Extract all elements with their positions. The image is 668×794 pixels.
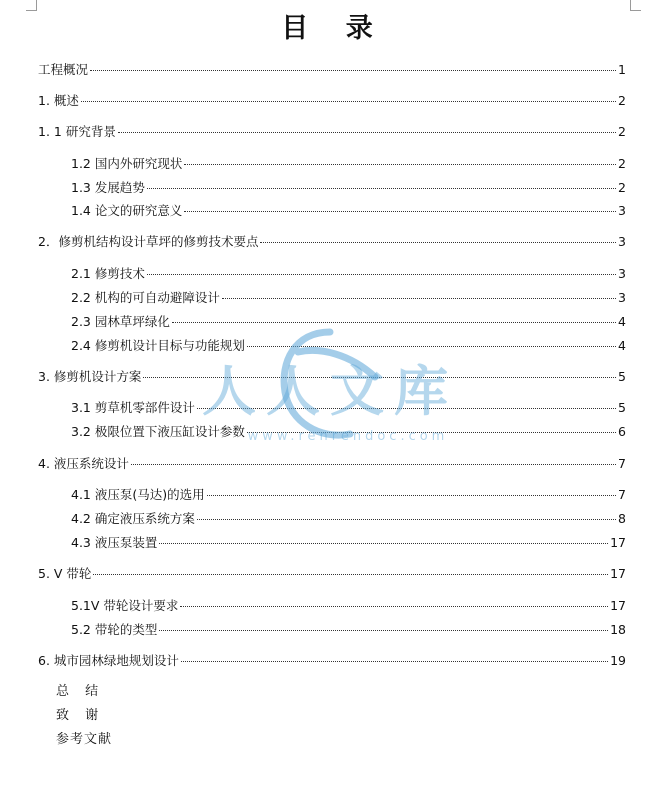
toc-entry-label: 6. 城市园林绿地规划设计: [38, 653, 179, 668]
toc-leader-dots: [147, 274, 616, 275]
toc-entry[interactable]: [38, 233, 626, 251]
toc-leader-dots: [197, 519, 616, 520]
toc-entry-page: 5: [618, 400, 626, 415]
toc-entry-page: 5: [618, 369, 626, 384]
toc-leader-dots: [159, 630, 608, 631]
toc-leader-dots: [260, 242, 616, 243]
toc-entry-page: 3: [618, 290, 626, 305]
toc-subentry[interactable]: [71, 265, 626, 283]
toc-entry-label: 1.3 发展趋势: [71, 180, 145, 195]
toc-entry[interactable]: [38, 565, 626, 583]
acknowledgements-heading[interactable]: 致 谢: [56, 708, 105, 723]
toc-leader-dots: [159, 543, 608, 544]
toc-entry-label: 1.2 国内外研究现状: [71, 156, 183, 171]
toc-entry-label: 2．修剪机结构设计草坪的修剪技术要点: [38, 234, 259, 249]
toc-leader-dots: [81, 101, 616, 102]
toc-subentry[interactable]: [71, 289, 626, 307]
toc-entry-page: 2: [618, 156, 626, 171]
toc-subentry[interactable]: [71, 486, 626, 504]
toc-entry-page: 3: [618, 234, 626, 249]
toc-leader-dots: [180, 606, 608, 607]
toc-entry-page: 17: [610, 535, 626, 550]
toc-entry[interactable]: [38, 92, 626, 110]
toc-subentry[interactable]: [71, 621, 626, 639]
toc-entry-page: 18: [610, 622, 626, 637]
toc-leader-dots: [184, 164, 616, 165]
toc-entry-page: 2: [618, 93, 626, 108]
toc-leader-dots: [247, 432, 616, 433]
toc-entry[interactable]: [38, 455, 626, 473]
toc-subentry[interactable]: [71, 155, 626, 173]
toc-entry-label: 工程概况: [38, 62, 89, 77]
summary-heading[interactable]: 总 结: [56, 684, 105, 699]
toc-entry-page: 19: [610, 653, 626, 668]
toc-entry-page: 7: [618, 487, 626, 502]
toc-leader-dots: [172, 322, 616, 323]
toc-entry-page: 4: [618, 338, 626, 353]
toc-entry-page: 17: [610, 598, 626, 613]
toc-subentry[interactable]: [71, 423, 626, 441]
toc-entry-label: 2.1 修剪技术: [71, 266, 145, 281]
toc-entry-label: 2.2 机构的可自动避障设计: [71, 290, 220, 305]
toc-leader-dots: [184, 211, 616, 212]
toc-entry-label: 2.3 园林草坪绿化: [71, 314, 170, 329]
toc-entry-label: 5.1V 带轮设计要求: [71, 598, 179, 613]
toc-leader-dots: [147, 188, 616, 189]
toc-entry-page: 3: [618, 266, 626, 281]
toc-entry-page: 4: [618, 314, 626, 329]
toc-entry-label: 2.4 修剪机设计目标与功能规划: [71, 338, 245, 353]
toc-entry-page: 17: [610, 566, 626, 581]
toc-entry-page: 3: [618, 203, 626, 218]
toc-leader-dots: [247, 346, 616, 347]
toc-entry-label: 3.2 极限位置下液压缸设计参数: [71, 424, 245, 439]
toc-leader-dots: [143, 377, 616, 378]
toc-leader-dots: [118, 132, 616, 133]
toc-subentry[interactable]: [71, 597, 626, 615]
toc-entry-page: 8: [618, 511, 626, 526]
toc-leader-dots: [197, 408, 616, 409]
toc-entry-label: 1. 概述: [38, 93, 79, 108]
toc-leader-dots: [222, 298, 616, 299]
toc-entry-page: 7: [618, 456, 626, 471]
toc-entry-page: 2: [618, 180, 626, 195]
toc-entry[interactable]: [38, 123, 626, 141]
toc-entry-label: 4.2 确定液压系统方案: [71, 511, 195, 526]
toc-entry-label: 3. 修剪机设计方案: [38, 369, 142, 384]
watermark-url: www.renrendoc.com: [247, 429, 449, 444]
toc-leader-dots: [131, 464, 616, 465]
page-title: 目 录: [281, 13, 387, 44]
toc-leader-dots: [207, 495, 616, 496]
toc-entry[interactable]: [38, 368, 626, 386]
watermark-text: 人人文库: [202, 360, 458, 423]
toc-entry-label: 1. 1 研究背景: [38, 124, 116, 139]
toc-entry[interactable]: [38, 652, 626, 670]
toc-entry[interactable]: [38, 61, 626, 79]
toc-leader-dots: [93, 574, 608, 575]
toc-leader-dots: [181, 661, 608, 662]
toc-subentry[interactable]: [71, 179, 626, 197]
toc-entry-label: 3.1 剪草机零部件设计: [71, 400, 195, 415]
toc-subentry[interactable]: [71, 510, 626, 528]
toc-subentry[interactable]: [71, 313, 626, 331]
toc-subentry[interactable]: [71, 534, 626, 552]
toc-entry-page: 1: [618, 62, 626, 77]
toc-subentry[interactable]: [71, 337, 626, 355]
toc-entry-label: 4.1 液压泵(马达)的选用: [71, 487, 205, 502]
toc-subentry[interactable]: [71, 202, 626, 220]
toc-leader-dots: [90, 70, 616, 71]
toc-entry-label: 5. V 带轮: [38, 566, 92, 581]
toc-entry-label: 4.3 液压泵装置: [71, 535, 158, 550]
toc-entry-label: 5.2 带轮的类型: [71, 622, 158, 637]
toc-subentry[interactable]: [71, 399, 626, 417]
toc-entry-page: 6: [618, 424, 626, 439]
toc-entry-label: 1.4 论文的研究意义: [71, 203, 183, 218]
references-heading[interactable]: 参考文献: [56, 732, 113, 747]
toc-entry-label: 4. 液压系统设计: [38, 456, 129, 471]
toc-entry-page: 2: [618, 124, 626, 139]
